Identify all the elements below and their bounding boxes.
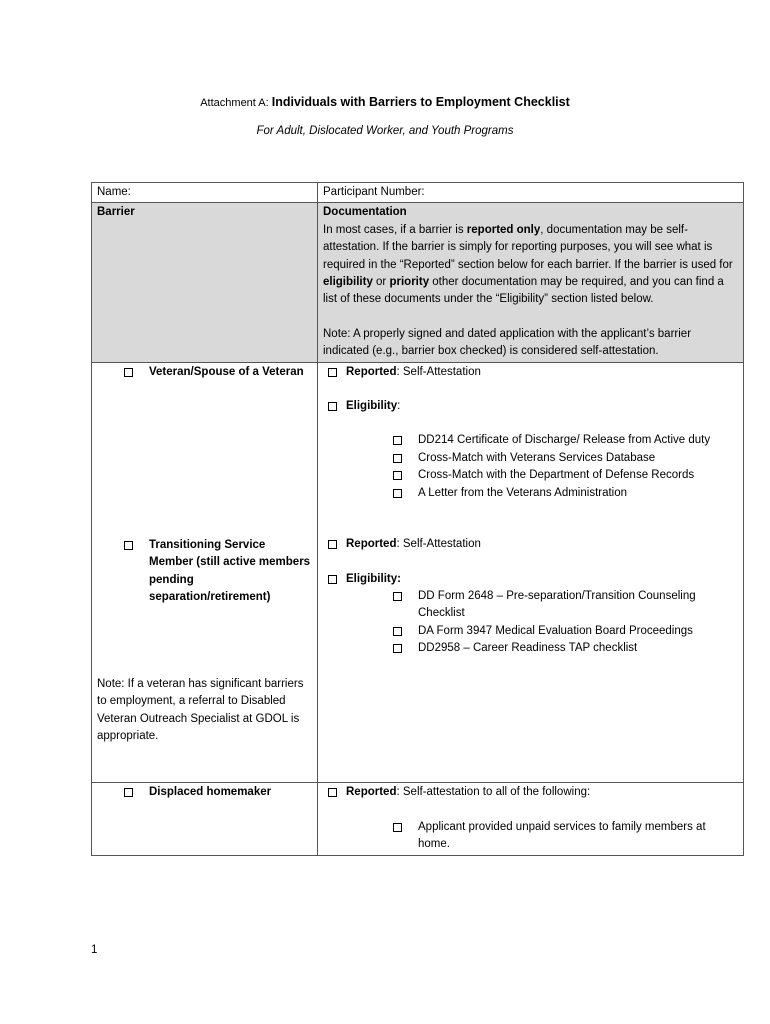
military-documentation-cell	[318, 362, 744, 783]
page-number: 1	[91, 944, 98, 956]
transitioning-reported-checkbox[interactable]	[328, 540, 337, 549]
military-barrier-cell	[92, 362, 318, 783]
veteran-doc-item	[323, 485, 738, 502]
transitioning-doc-label: DD Form 2648 – Pre-separation/Transition Counseling Checklist	[418, 589, 696, 620]
veteran-reported-text: : Self-Attestation	[396, 365, 481, 378]
homemaker-documentation-cell	[318, 783, 744, 855]
transitioning-doc-item	[323, 640, 738, 657]
homemaker-reported	[323, 784, 738, 801]
transitioning-doc-label: DA Form 3947 Medical Evaluation Board Proceedings	[418, 624, 693, 637]
transitioning-barrier-label: Transitioning Service Member (still active members pending separation/retirement)	[149, 539, 311, 604]
veteran-doc-checkbox[interactable]	[393, 471, 402, 480]
transitioning-barrier	[97, 537, 312, 607]
veteran-doc-checkbox[interactable]	[393, 489, 402, 498]
header-row	[92, 203, 744, 362]
homemaker-reported-checkbox[interactable]	[328, 788, 337, 797]
page-subtitle: For Adult, Dislocated Worker, and Youth Programs	[256, 125, 514, 137]
transitioning-doc-checkbox[interactable]	[393, 592, 402, 601]
documentation-note: Note: A properly signed and dated application with the applicant’s barrier indicated (e.g., barrier box checked) is considered self-attestation.	[323, 327, 692, 358]
veteran-eligibility-checkbox[interactable]	[328, 402, 337, 411]
veteran-referral-note: Note: If a veteran has significant barriers to employment, a referral to Disabled Veteran Outreach Specialist at GDOL is appropriate.	[97, 677, 304, 742]
homemaker-barrier-label: Displaced homemaker	[149, 786, 272, 799]
veteran-reported	[323, 364, 738, 381]
transitioning-eligibility-colon: :	[397, 572, 401, 585]
page-title	[0, 95, 770, 109]
title-main: Individuals with Barriers to Employment Checklist	[271, 95, 570, 109]
doc-text-part: other documentation may be required, and you can find a list of these documents under the “Eligibility” section listed below.	[323, 276, 724, 306]
barrier-header: Barrier	[92, 203, 318, 362]
homemaker-row	[92, 783, 744, 855]
veteran-doc-item	[323, 450, 738, 467]
veteran-eligibility-colon: :	[397, 400, 401, 413]
veteran-doc-label: A Letter from the Veterans Administration	[418, 486, 628, 499]
documentation-header-cell	[318, 203, 744, 362]
military-row	[92, 362, 744, 783]
documentation-instructions	[323, 222, 738, 309]
homemaker-reported-text: : Self-attestation to all of the following:	[396, 786, 591, 799]
name-row	[92, 183, 744, 203]
veteran-doc-checkbox[interactable]	[393, 436, 402, 445]
transitioning-eligibility-label: Eligibility	[346, 572, 398, 585]
veteran-barrier	[97, 364, 312, 381]
doc-text-part: or	[372, 276, 390, 289]
participant-number-cell[interactable]: Participant Number:	[318, 183, 744, 203]
homemaker-barrier-cell	[92, 783, 318, 855]
veteran-reported-label: Reported	[346, 365, 397, 378]
veteran-checkbox[interactable]	[124, 368, 133, 377]
transitioning-reported-text: : Self-Attestation	[396, 538, 481, 551]
transitioning-reported-label: Reported	[346, 538, 397, 551]
veteran-reported-checkbox[interactable]	[328, 368, 337, 377]
veteran-doc-label: Cross-Match with the Department of Defense Records	[418, 469, 695, 482]
veteran-doc-item	[323, 432, 738, 449]
homemaker-doc-label: Applicant provided unpaid services to family members at home.	[418, 820, 706, 851]
doc-text-priority: priority	[389, 276, 430, 289]
barrier-checklist-table	[91, 182, 744, 856]
veteran-doc-label: Cross-Match with Veterans Services Database	[418, 451, 656, 464]
transitioning-eligibility	[323, 571, 738, 588]
doc-text-part: In most cases, if a barrier is	[323, 223, 467, 236]
doc-text-part: , documentation may be self-attestation. If the barrier is simply for reporting purposes, you will see what is required in the “Reported” section below for each barrier. If the barrier is used for	[323, 223, 733, 271]
transitioning-reported	[323, 536, 738, 553]
veteran-barrier-label: Veteran/Spouse of a Veteran	[149, 365, 304, 378]
transitioning-doc-checkbox[interactable]	[393, 627, 402, 636]
transitioning-eligibility-checkbox[interactable]	[328, 575, 337, 584]
veteran-eligibility-label: Eligibility	[346, 400, 398, 413]
homemaker-barrier	[97, 784, 312, 801]
transitioning-doc-item	[323, 588, 738, 623]
documentation-header: Documentation	[323, 206, 407, 219]
transitioning-checkbox[interactable]	[124, 541, 133, 550]
transitioning-doc-item	[323, 623, 738, 640]
transitioning-doc-checkbox[interactable]	[393, 644, 402, 653]
homemaker-reported-label: Reported	[346, 786, 397, 799]
title-prefix: Attachment A:	[200, 97, 272, 109]
homemaker-checkbox[interactable]	[124, 788, 133, 797]
doc-text-eligibility: eligibility	[323, 276, 373, 289]
veteran-eligibility	[323, 398, 738, 415]
doc-text-reported-only: reported only	[466, 223, 541, 236]
veteran-doc-checkbox[interactable]	[393, 454, 402, 463]
veteran-doc-item	[323, 467, 738, 484]
veteran-doc-label: DD214 Certificate of Discharge/ Release from Active duty	[418, 434, 711, 447]
homemaker-doc-item	[323, 819, 738, 854]
homemaker-doc-checkbox[interactable]	[393, 823, 402, 832]
name-cell[interactable]: Name:	[92, 183, 318, 203]
transitioning-doc-label: DD2958 – Career Readiness TAP checklist	[418, 642, 638, 655]
